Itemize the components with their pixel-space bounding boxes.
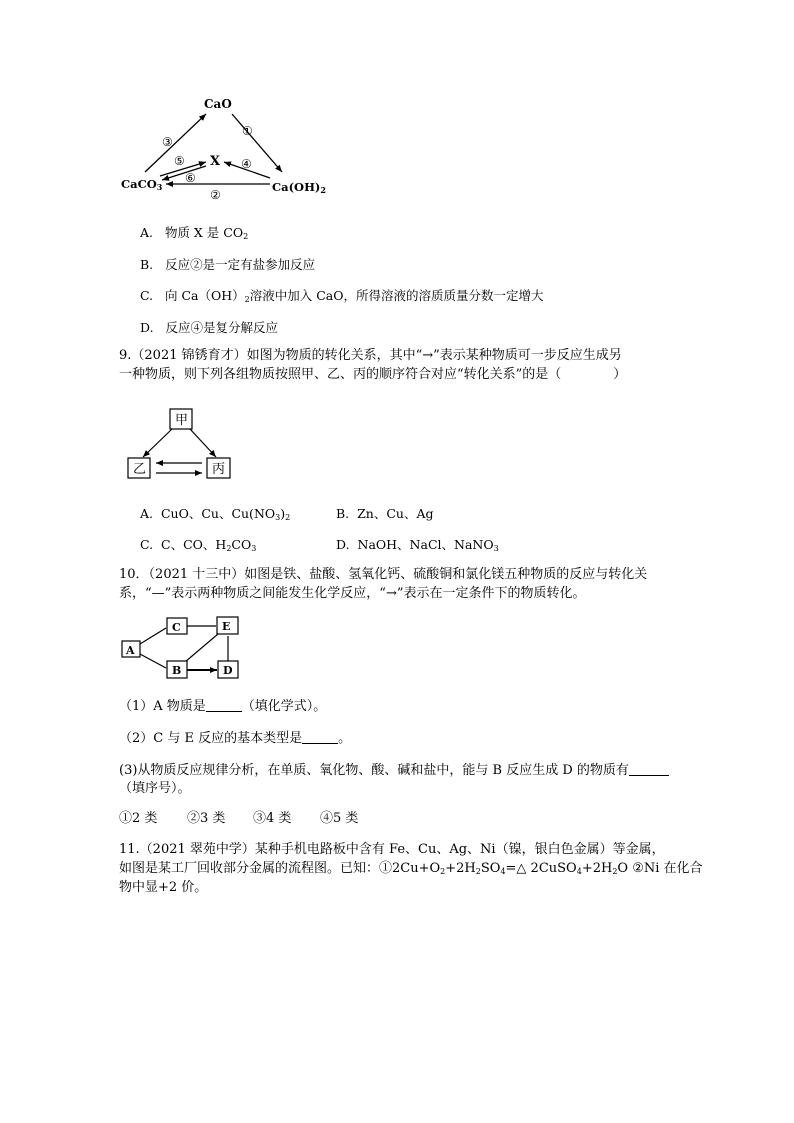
q9-stem-line2: 一种物质，则下列各组物质按照甲、乙、丙的顺序符合对应“转化关系”的是（ ）: [119, 367, 627, 382]
reaction-5-num: ⑤: [174, 154, 185, 168]
reaction-6-num: ⑥: [185, 171, 196, 185]
q9-option-b: B. Zn、Cu、Ag: [336, 506, 434, 521]
q9-option-c: C. C、CO、$H_2CO_3$: [140, 537, 257, 553]
b-e-line: [185, 634, 218, 662]
q8-option-d: D. 反应④是复分解反应: [140, 320, 278, 335]
yi-label: 乙: [133, 462, 147, 477]
q8-option-b: B. 反应②是一定有盐参加反应: [140, 257, 316, 272]
answer-blank-3[interactable]: [629, 763, 669, 776]
q9-transformation-diagram: [120, 402, 240, 488]
q9-option-a: A. CuO、Cu、$Cu(NO_3)_2$: [140, 506, 291, 522]
answer-blank-1[interactable]: [206, 699, 242, 712]
q9-option-d: D. NaOH、NaCl、NaNO$_3$: [336, 537, 499, 553]
a-b-line: [140, 654, 166, 668]
q11-stem-line2: 如图是某工厂回收部分金属的流程图。已知：$①2Cu+O_2+2H_2SO_4=\triangle$ $2CuSO_4+2H_2O$ ②Ni 在化合: [119, 861, 703, 876]
caco3-label: CaCO3: [121, 177, 163, 192]
jia-to-yi-arrow: [143, 429, 172, 457]
reaction-2-num: ②: [210, 188, 221, 202]
c-label: C: [172, 621, 181, 634]
q11-stem-line1: 11.（2021 翠苑中学）某种手机电路板中含有 Fe、Cu、Ag、Ni（镍，银白色金属）等金属，: [119, 842, 665, 857]
reaction-1-num: ①: [242, 124, 253, 138]
x-label: X: [210, 154, 221, 169]
q10-stem-line2: 系，“—”表示两种物质之间能发生化学反应，“→”表示在一定条件下的物质转化。: [119, 586, 586, 601]
q10-choice-3: ③4 类: [253, 811, 292, 826]
q10-stem-line1: 10．（2021 十三中）如图是铁、盐酸、氢氧化钙、硫酸铜和氯化镁五种物质的反应与转化关: [119, 567, 648, 582]
q10-choice-1: ①2 类: [119, 811, 158, 826]
q11-stem-line3: 物中显+2 价。: [119, 880, 208, 895]
q10-part3-line2: （填序号）。: [119, 781, 191, 796]
reaction-4-num: ④: [241, 157, 252, 171]
bing-label: 丙: [212, 462, 226, 477]
q10-part1: （1）A 物质是 （填化学式）。: [119, 699, 327, 714]
arrow-1: [232, 114, 282, 172]
q9-stem-line1: 9.（2021 锦锈育才）如图为物质的转化关系，其中“→”表示某种物质可一步反应生成另: [119, 348, 622, 363]
q10-part3: (3)从物质反应规律分析，在单质、氧化物、酸、碱和盐中，能与 B 反应生成 D 的物质有: [119, 762, 669, 779]
answer-blank-2[interactable]: [302, 731, 338, 744]
b-label: B: [172, 664, 182, 677]
q10-reaction-diagram: [118, 612, 248, 684]
q10-part2: （2）C 与 E 反应的基本类型是 。: [119, 731, 352, 746]
a-label: A: [126, 644, 135, 657]
a-c-line: [140, 628, 166, 644]
caoh2-label: Ca(OH)2: [272, 180, 326, 195]
e-label: E: [222, 620, 231, 633]
d-label: D: [223, 664, 233, 677]
q10-choice-2: ②3 类: [187, 811, 226, 826]
q8-option-c: C. 向 $Ca(OH)_2$溶液中加入 CaO，所得溶液的溶质质量分数一定增大: [140, 288, 544, 304]
cao-label: CaO: [204, 97, 232, 111]
q8-option-a: A. 物质 X 是 $CO_2$: [140, 225, 249, 241]
reaction-3-num: ③: [162, 135, 173, 149]
calcium-cycle-diagram: [110, 92, 340, 204]
jia-label: 甲: [175, 413, 189, 428]
jia-to-bing-arrow: [190, 429, 216, 457]
q10-choice-4: ④5 类: [320, 811, 359, 826]
